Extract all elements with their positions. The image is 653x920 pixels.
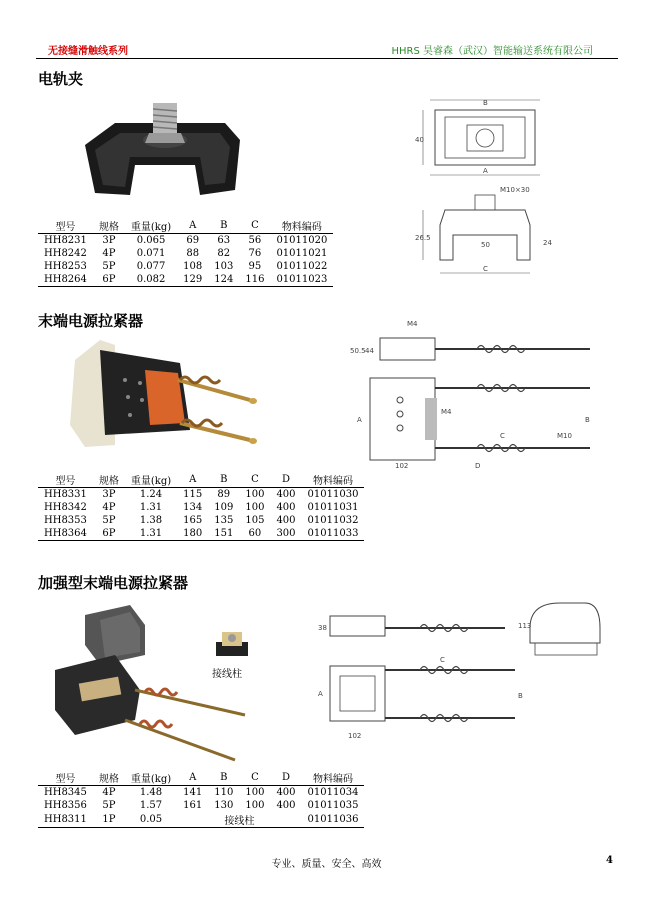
table-row: HH8264 6P 0.082 129 124 116 01011023 [38,273,333,287]
table-row: HH8311 1P 0.05 接线柱 01011036 [38,812,364,828]
col-header: A [177,218,208,234]
col-header: 重量(kg) [125,218,177,234]
dim-b: B [518,692,523,700]
table-row: HH8231 3P 0.065 69 63 56 01011020 [44,235,328,246]
dim-44: 44 [365,347,374,355]
dim-c: C [500,432,505,440]
rail-clamp-photo [75,95,250,210]
table-row: HH8364 6P 1.31 180 151 60 300 01011033 [38,527,364,541]
dim-a: A [483,167,488,175]
table-row: HH8356 5P 1.57 161 130 100 400 01011035 [44,800,359,811]
end-tensioner-photo [60,335,270,455]
dim-c: C [483,265,488,273]
dim-m10: M10×30 [500,186,530,194]
dim-c: C [440,656,445,664]
dim-24: 24 [543,239,552,247]
dim-102: 102 [348,732,362,740]
table-row: HH8331 3P 1.24 115 89 100 400 01011030 [44,489,359,500]
table-row: HH8242 4P 0.071 88 82 76 01011021 [44,248,328,259]
footer-slogan: 专业、质量、安全、高效 [271,859,382,870]
rail-clamp-drawing [405,95,580,285]
section-title-rail-clamp: 电轨夹 [38,70,84,88]
section-title-reinforced-tensioner: 加强型末端电源拉紧器 [38,574,189,592]
header-divider [36,58,618,59]
col-header: C [239,218,270,234]
end-tensioner-drawing [345,318,600,468]
table-row: HH8253 5P 0.077 108 103 95 01011022 [44,261,328,272]
dim-113: 113 [518,622,532,630]
dim-102: 102 [395,462,409,468]
section-title-end-tensioner: 末端电源拉紧器 [38,312,144,330]
terminal-post-photo [212,628,252,660]
dim-38: 38 [318,624,327,632]
col-header: 型号 [38,218,93,234]
col-header: B [208,218,239,234]
terminal-post-label: 接线柱 [212,669,242,680]
table-row: HH8353 5P 1.38 165 135 105 400 01011032 [44,515,359,526]
header-company-name: HHRS 昊睿森（武汉）智能输送系统有限公司 [391,46,593,57]
dim-m10: M10 [557,432,572,440]
dim-50: 50 [481,241,490,249]
table-row: HH8345 4P 1.48 141 110 100 400 01011034 [44,787,359,798]
dim-40: 40 [415,136,424,144]
reinforced-tensioner-drawing [310,598,610,748]
reinforced-tensioner-photo [45,600,250,765]
reinforced-tensioner-spec-table: 型号 规格 重量(kg) A B C D 物料编码 HH8345 4P 1.48 141 110 100 400 01011034 HH8356 5P 1.57 161 130 100 400 01011035 HH8311 1P 0.05 接线柱 01011036 [38,770,364,828]
dim-b: B [585,416,590,424]
rail-clamp-spec-table [38,218,333,287]
header-series-title: 无接缝滑触线系列 [48,46,128,57]
label-m4-side: M4 [441,408,452,416]
dim-26-5: 26.5 [415,234,431,242]
dim-a: A [357,416,362,424]
table-row: HH8342 4P 1.31 134 109 100 400 01011031 [44,502,359,513]
dim-b-top: B [483,99,488,107]
dim-a: A [318,690,323,698]
col-header: 物料编码 [270,218,333,234]
col-header: 规格 [93,218,125,234]
label-m4-top: M4 [407,320,418,328]
page-number: 4 [606,855,613,866]
dim-d: D [475,462,481,468]
end-tensioner-spec-table: 型号 规格 重量(kg) A B C D 物料编码 HH8331 3P 1.24 115 89 100 400 01011030 HH8342 4P 1.31 134 109 100 400 01011031 HH8353 5P 1.38 165 135 105 400 01011032 HH8364 6P 1.31 180 151 60 300 01011033 [38,472,364,541]
dim-50-5: 50.5 [350,347,366,355]
